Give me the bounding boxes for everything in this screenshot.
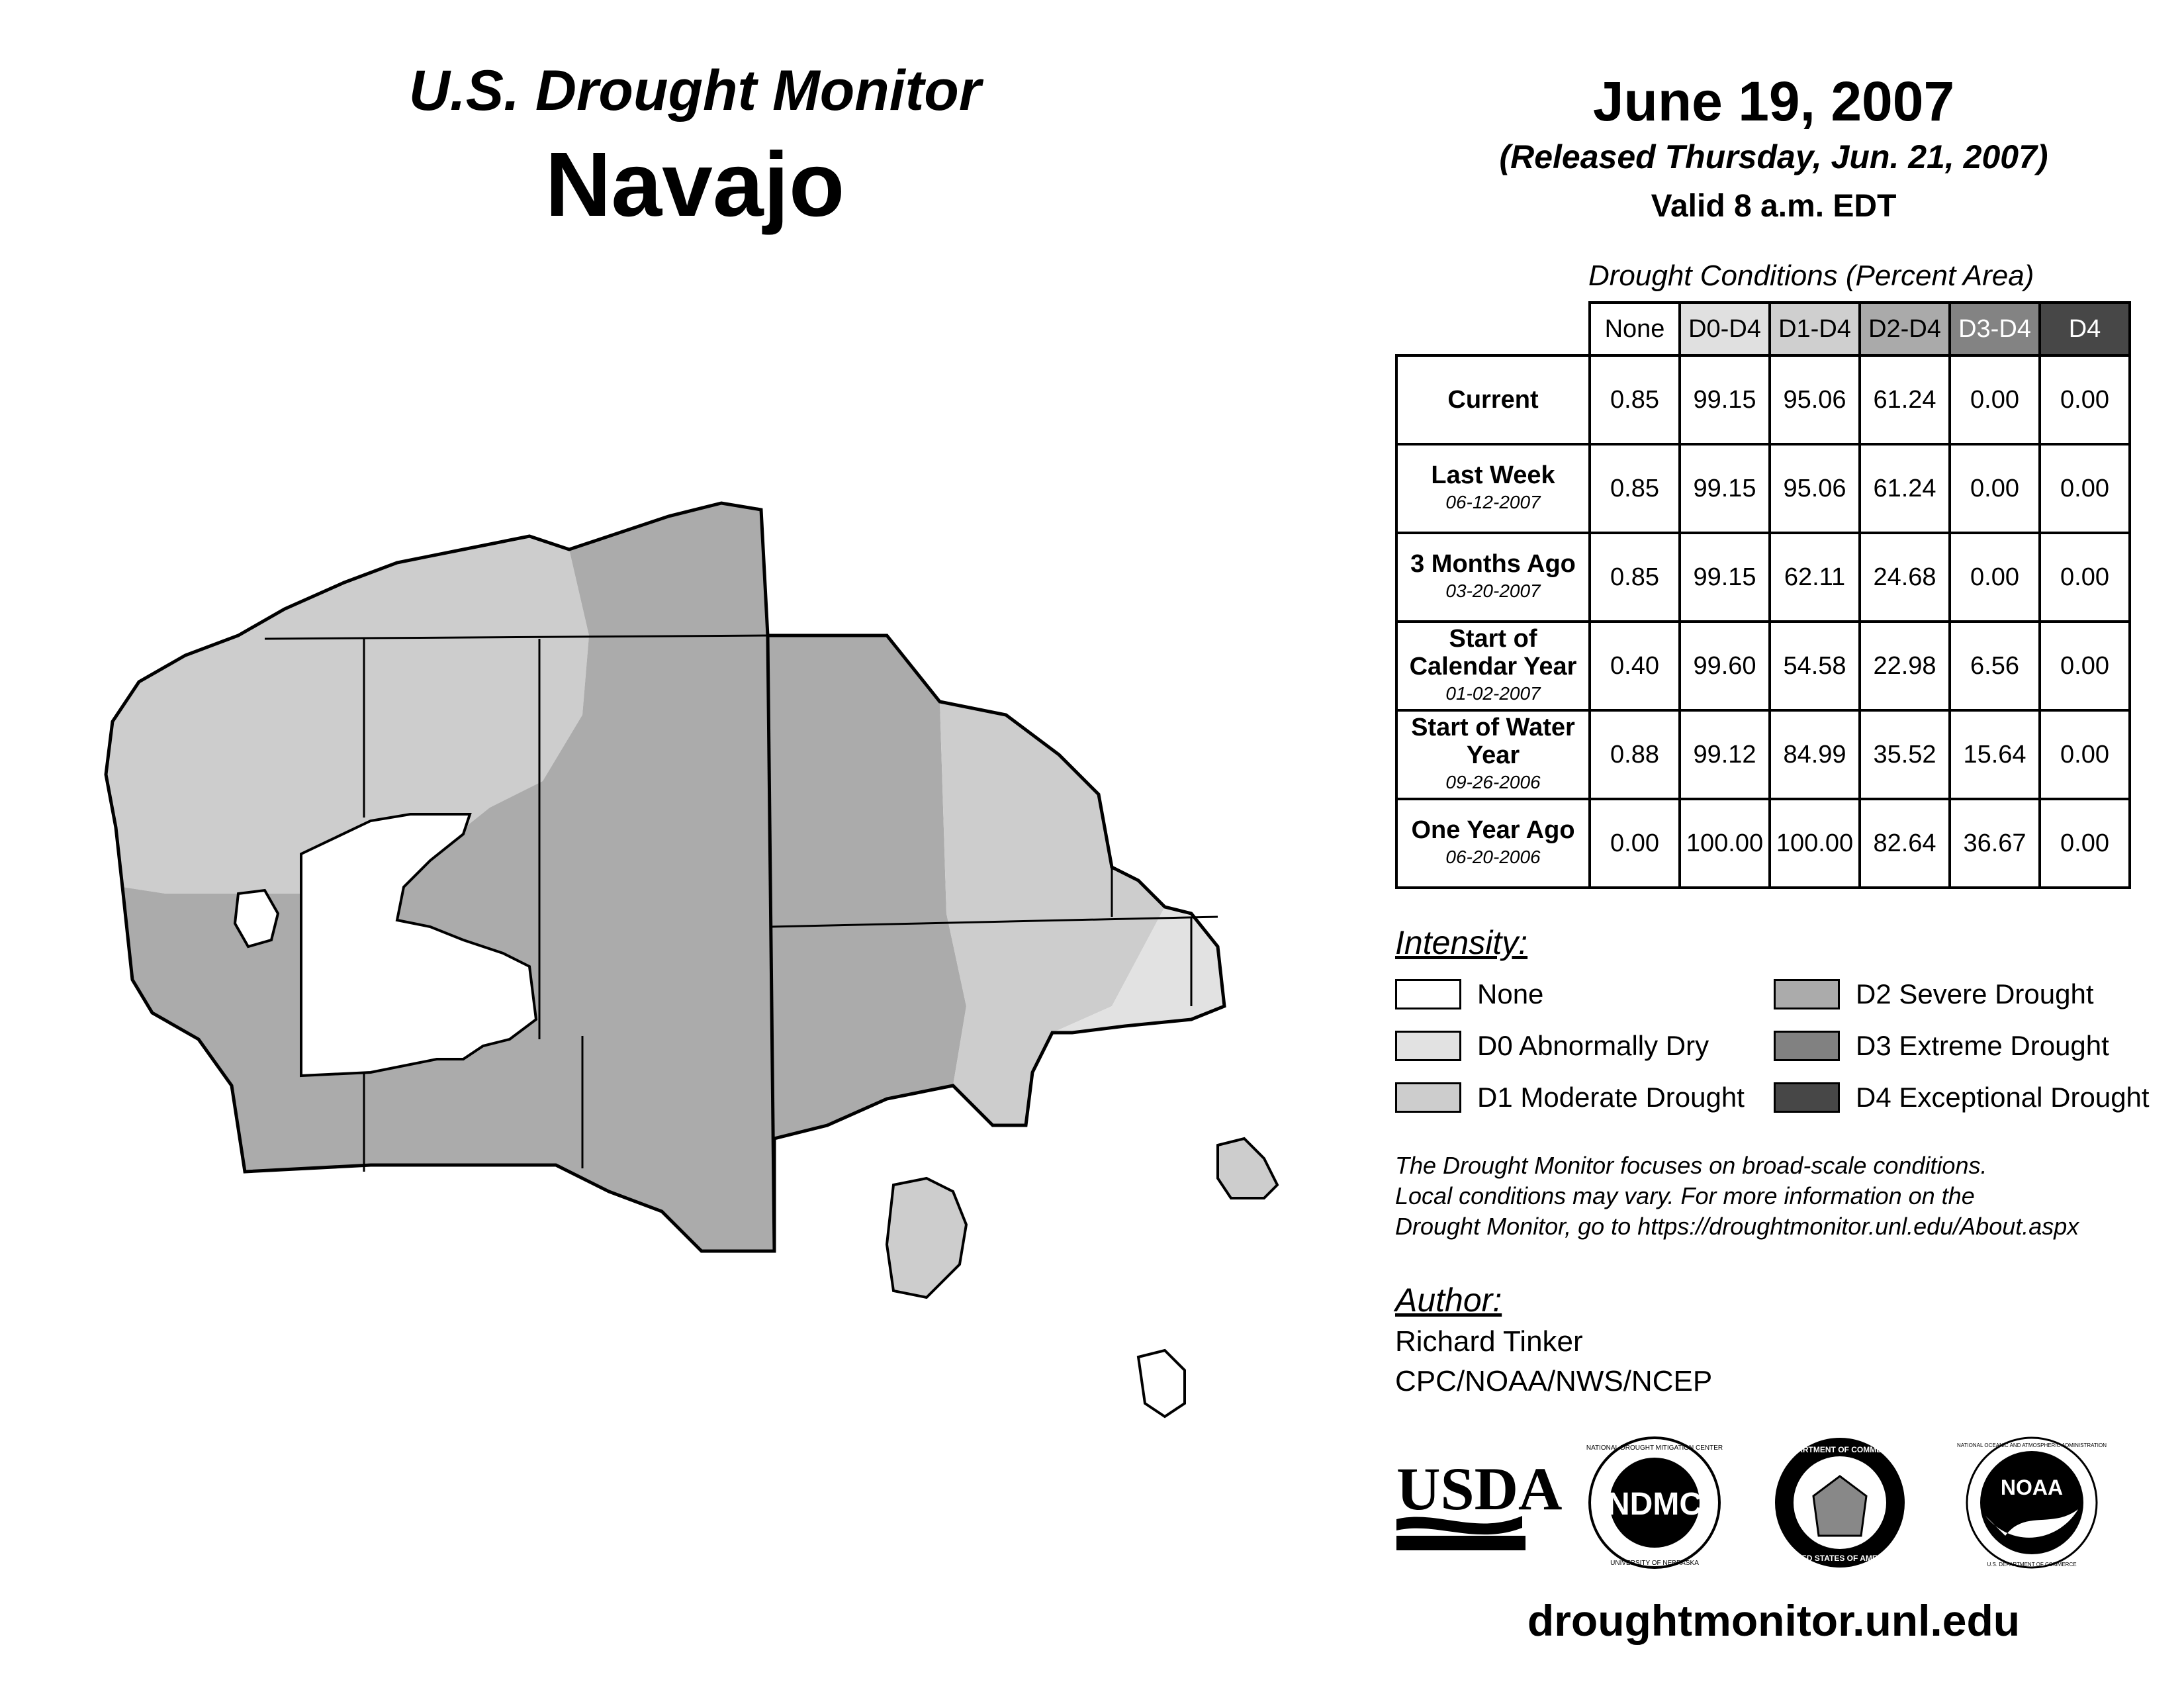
table-row bbox=[1396, 710, 2130, 799]
table-cell: 62.11 bbox=[1770, 533, 1860, 622]
col-header: D4 bbox=[2040, 303, 2130, 355]
ndmc-logo-text: NDMC bbox=[1607, 1487, 1702, 1522]
legend-item-d2 bbox=[1774, 978, 2094, 1010]
usda-logo-text: USDA bbox=[1396, 1455, 1563, 1523]
table-cell: 0.00 bbox=[2040, 533, 2130, 622]
table-cell: 61.24 bbox=[1860, 355, 1950, 444]
table-cell: 82.64 bbox=[1860, 799, 1950, 888]
legend-label: None bbox=[1477, 978, 1544, 1009]
table-cell: 0.00 bbox=[2040, 355, 2130, 444]
row-label bbox=[1396, 622, 1590, 710]
noaa-ring-bottom: U.S. DEPARTMENT OF COMMERCE bbox=[1987, 1562, 2077, 1568]
doc-ring-bottom: UNITED STATES OF AMERICA bbox=[1782, 1554, 1897, 1563]
legend-item-none bbox=[1395, 978, 1543, 1010]
table-cell: 61.24 bbox=[1860, 444, 1950, 533]
table-row bbox=[1396, 622, 2130, 710]
row-label bbox=[1396, 799, 1590, 888]
row-label-text: 3 Months Ago bbox=[1410, 550, 1576, 578]
legend-item-d0 bbox=[1395, 1030, 1709, 1062]
map-region-d2-east bbox=[768, 635, 966, 1139]
region-title: Navajo bbox=[545, 134, 845, 236]
row-label-text: Start of Calendar Year bbox=[1409, 625, 1577, 680]
table-cell: 35.52 bbox=[1860, 710, 1950, 799]
table-cell: 0.00 bbox=[1950, 444, 2040, 533]
row-label bbox=[1396, 444, 1590, 533]
table-cell: 0.88 bbox=[1590, 710, 1680, 799]
noaa-logo bbox=[1957, 1438, 2107, 1568]
table-corner bbox=[1396, 303, 1590, 355]
row-label-text: Start of Water Year bbox=[1411, 714, 1575, 769]
table-cell: 0.00 bbox=[1950, 533, 2040, 622]
legend-item-d1 bbox=[1395, 1082, 1745, 1113]
col-header: D3-D4 bbox=[1950, 303, 2040, 355]
row-label-text: Last Week bbox=[1431, 461, 1555, 489]
row-date: 01-02-2007 bbox=[1445, 683, 1541, 704]
table-cell: 6.56 bbox=[1950, 622, 2040, 710]
row-label-text: Current bbox=[1447, 386, 1539, 414]
table-cell: 0.85 bbox=[1590, 444, 1680, 533]
legend-label: D1 Moderate Drought bbox=[1477, 1082, 1745, 1113]
release-date: (Released Thursday, Jun. 21, 2007) bbox=[1499, 138, 2048, 175]
table-cell: 100.00 bbox=[1680, 799, 1770, 888]
legend-title: Intensity: bbox=[1395, 924, 1528, 961]
website-url[interactable]: droughtmonitor.unl.edu bbox=[1527, 1596, 2021, 1645]
map-parcel-southeast bbox=[1138, 1350, 1185, 1417]
legend-swatch bbox=[1774, 1082, 1840, 1113]
table-cell: 99.15 bbox=[1680, 355, 1770, 444]
table-cell: 0.85 bbox=[1590, 533, 1680, 622]
col-header: None bbox=[1590, 303, 1680, 355]
map-region-d1-east bbox=[940, 702, 1165, 1125]
table-cell: 95.06 bbox=[1770, 444, 1860, 533]
note-line: Drought Monitor, go to https://droughtmonitor.unl.edu/About.aspx bbox=[1395, 1213, 2079, 1240]
doc-seal-logo bbox=[1775, 1438, 1905, 1568]
table-caption: Drought Conditions (Percent Area) bbox=[1588, 259, 2034, 292]
table-cell: 99.15 bbox=[1680, 533, 1770, 622]
legend-swatch bbox=[1395, 1031, 1461, 1061]
table-cell: 95.06 bbox=[1770, 355, 1860, 444]
drought-map bbox=[0, 463, 1324, 1456]
table-cell: 15.64 bbox=[1950, 710, 2040, 799]
table-cell: 0.00 bbox=[2040, 710, 2130, 799]
table-cell: 0.00 bbox=[1950, 355, 2040, 444]
legend-swatch bbox=[1774, 1031, 1840, 1061]
map-parcel-south bbox=[887, 1178, 966, 1297]
table-cell: 99.12 bbox=[1680, 710, 1770, 799]
author-heading: Author: bbox=[1395, 1282, 1502, 1319]
legend-label: D2 Severe Drought bbox=[1856, 978, 2094, 1009]
row-label-text: One Year Ago bbox=[1411, 816, 1575, 844]
noaa-logo-text: NOAA bbox=[2000, 1476, 2064, 1499]
row-label bbox=[1396, 533, 1590, 622]
table-cell: 99.60 bbox=[1680, 622, 1770, 710]
legend-swatch bbox=[1395, 979, 1461, 1009]
note-line: The Drought Monitor focuses on broad-scale conditions. bbox=[1395, 1152, 1987, 1179]
legend-label: D4 Exceptional Drought bbox=[1856, 1082, 2150, 1113]
doc-ring-top: DEPARTMENT OF COMMERCE bbox=[1781, 1445, 1899, 1454]
legend-swatch bbox=[1774, 979, 1840, 1009]
table-cell: 24.68 bbox=[1860, 533, 1950, 622]
legend-label: D3 Extreme Drought bbox=[1856, 1030, 2109, 1061]
table-cell: 36.67 bbox=[1950, 799, 2040, 888]
table-cell: 0.85 bbox=[1590, 355, 1680, 444]
drought-conditions-table bbox=[1395, 301, 2131, 889]
ndmc-logo bbox=[1586, 1438, 1723, 1568]
table-cell: 0.00 bbox=[2040, 799, 2130, 888]
col-header: D1-D4 bbox=[1770, 303, 1860, 355]
legend-swatch bbox=[1395, 1082, 1461, 1113]
legend-label: D0 Abnormally Dry bbox=[1477, 1030, 1709, 1061]
table-cell: 0.40 bbox=[1590, 622, 1680, 710]
col-header: D2-D4 bbox=[1860, 303, 1950, 355]
table-cell: 22.98 bbox=[1860, 622, 1950, 710]
table-cell: 0.00 bbox=[2040, 444, 2130, 533]
ndmc-ring-bottom: UNIVERSITY OF NEBRASKA bbox=[1610, 1560, 1699, 1567]
table-row bbox=[1396, 799, 2130, 888]
table-cell: 99.15 bbox=[1680, 444, 1770, 533]
noaa-ring-top: NATIONAL OCEANIC AND ATMOSPHERIC ADMINISTRATION bbox=[1957, 1442, 2107, 1448]
row-label bbox=[1396, 710, 1590, 799]
table-cell: 84.99 bbox=[1770, 710, 1860, 799]
valid-time: Valid 8 a.m. EDT bbox=[1651, 189, 1897, 224]
row-date: 06-20-2006 bbox=[1445, 847, 1541, 867]
author-name: Richard Tinker bbox=[1395, 1325, 1583, 1358]
row-date: 09-26-2006 bbox=[1445, 772, 1541, 792]
map-title: U.S. Drought Monitor bbox=[408, 59, 981, 122]
agency-logos bbox=[1390, 1436, 2184, 1589]
table-row bbox=[1396, 355, 2130, 444]
legend-item-d4 bbox=[1774, 1082, 2150, 1113]
author-org: CPC/NOAA/NWS/NCEP bbox=[1395, 1365, 1713, 1397]
col-header: D0-D4 bbox=[1680, 303, 1770, 355]
disclaimer-note bbox=[1395, 1150, 2176, 1242]
map-parcel-east bbox=[1218, 1139, 1277, 1198]
note-line: Local conditions may vary. For more information on the bbox=[1395, 1182, 1975, 1209]
row-date: 06-12-2007 bbox=[1445, 492, 1541, 512]
legend-item-d3 bbox=[1774, 1030, 2109, 1062]
table-cell: 0.00 bbox=[2040, 622, 2130, 710]
row-label bbox=[1396, 355, 1590, 444]
table-row bbox=[1396, 533, 2130, 622]
map-date: June 19, 2007 bbox=[1592, 70, 1955, 132]
table-row bbox=[1396, 444, 2130, 533]
table-cell: 0.00 bbox=[1590, 799, 1680, 888]
table-cell: 100.00 bbox=[1770, 799, 1860, 888]
usda-logo bbox=[1396, 1455, 1562, 1550]
table-header-row bbox=[1396, 303, 2130, 355]
table-cell: 54.58 bbox=[1770, 622, 1860, 710]
row-date: 03-20-2007 bbox=[1445, 581, 1541, 601]
ndmc-ring-top: NATIONAL DROUGHT MITIGATION CENTER bbox=[1586, 1444, 1723, 1452]
